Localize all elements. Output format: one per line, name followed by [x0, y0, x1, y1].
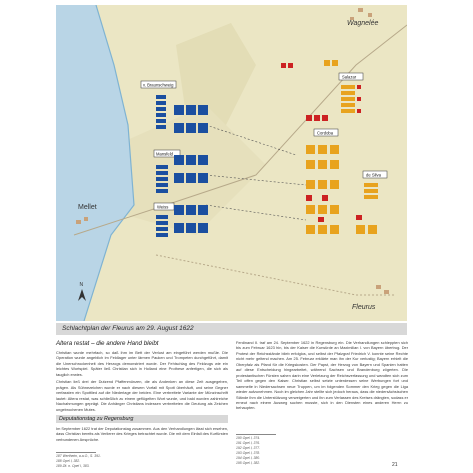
footnote-rule [236, 434, 276, 435]
unit-label-braunschweig: v. Braunschweig [143, 82, 174, 88]
footnote: 188 Opel I, 382. [56, 459, 81, 464]
footnotes-right [236, 434, 408, 467]
unit-cordoba [314, 129, 338, 136]
place-mellet: Mellet [78, 204, 97, 211]
place-fleurus: Fleurus [352, 304, 376, 311]
svg-text:N: N [79, 282, 84, 288]
footnote: 194 Opel I, 380. [236, 456, 261, 461]
paragraph: Christian ließ drei der Dutzend Pfaffenmünzen, die als Andenken an diese Zeit ausgegeben, prägen. Als Sühnezeichen wurde er nach diesem Vorfall mit Spott überhäuft, und seine Gegner verfassten ein Spottlied auf die Niederlage der beiden. Eine verbreitete Variante der Münzinschrift lautet: Altera restat, was schließlich zu einem geflügelten Wort wurde, und bald wurden zahlreiche Nachahmungen geprägt. Die Anhänger Christians indessen verbreiteten die Deutung als Zeichen ungebrochenen Mutes. [56, 379, 228, 412]
footnote: 187 Wertheim, a.a.O., S. 391. [56, 454, 101, 458]
paragraph: Ferdinand II. traf am 24. September 1622 in Regensburg ein. Die Verhandlungen schleppten sich bis zum Februar 1623 hin, bis der Kaiser die Kurwürde an Maximilian I. von Bayern übertrug. Der Protest der Reichsstände blieb erfolglos, und selbst der Pfalzgraf Friedrich V. konnte seine Rechte nicht mehr geltend machen. Am 25. Februar erklärte man ihn der Kur verlustig; Bayern erhielt die Oberpfalz als Pfand für die Kriegskosten. Der Papst, der Herzog von Bayern und Spanien hatten auf diese Entscheidung hingearbeitet, während Sachsen und Brandenburg zögerten. Die protestantischen Fürsten sahen darin eine Verletzung der Reichsverfassung und wandten sich zum Teil offen gegen den Kaiser. Christian selbst setzte unterdessen seine Werbungen fort und sammelte in Niedersachsen neue Truppen, um im folgenden Sommer den Krieg gegen die Liga wieder aufzunehmen. Noch im gleichen Jahr stellte sich jedoch heraus, dass die niedersächsischen Stände ihm die Unterstützung verweigerten und ihn zum Verlassen des Kreises drängten, sodass er erneut nach einem Ausweg suchen musste, sich in den Diensten eines anderen Herrn zu behaupten. [236, 340, 408, 411]
paragraph: Christian wurde mehrfach, so daß ihm im Bett der Verlust am eingeführt werden mußte. Die Operation wurde angeblich im Feldlager unter lärmen Pauken und Trompeten durchgeführt, damit die Unerschrockenheit des Herzogs demonstriert wurde. Der Fehlschlag des Feldzugs wie ein leichtes Wortspiel. Später ließ Christian sich in Holland eine Prothese anfertigen, die sich als tauglich erwies. [56, 350, 228, 377]
unit-label-de-silva: de Silva [366, 172, 381, 178]
unit-label-mansfeld: Mansfeld [156, 151, 173, 157]
unit-label-cordoba: Cordoba [317, 130, 334, 136]
section-heading-deputationstag: Deputationstag zu Regensburg [56, 415, 228, 423]
page-number: 21 [392, 462, 398, 468]
footnote-rule [56, 452, 96, 453]
unit-label-salazar: Salazar [342, 74, 357, 80]
place-wagnelee: Wagnelée [347, 20, 379, 27]
right-column [236, 340, 408, 413]
footnote: 192 Opel I, 377. [236, 446, 261, 451]
unit-label-weiss: Weiss [157, 204, 169, 210]
footnote: 195 Opel I, 382. [236, 461, 261, 466]
left-column [56, 340, 228, 444]
footnote: 191 Opel I, 376. [236, 441, 261, 446]
paragraph: Im September 1622 trat der Deputationstag zusammen. Aus den Verhandlungen lässt sich ersehen, dass Christian bereits als Verlierer des Krieges betrachtet wurde. Die mit dem Einfall des Kurfürsten verbundenen Ansprüche. [56, 425, 228, 442]
section-heading-altera-restat: Altera restat – die andere Hand bleibt [56, 340, 159, 347]
footnote: 193 Opel I, 378. [236, 451, 261, 456]
footnote: 190 Opel I, 374. [236, 436, 261, 440]
footnotes-left [56, 452, 228, 469]
battle-map [56, 5, 407, 321]
map-caption: Schlachtplan der Fleurus am 29. August 1622 [56, 323, 407, 335]
footnote: 189 Zit. n. Opel I, 383. [56, 464, 90, 469]
